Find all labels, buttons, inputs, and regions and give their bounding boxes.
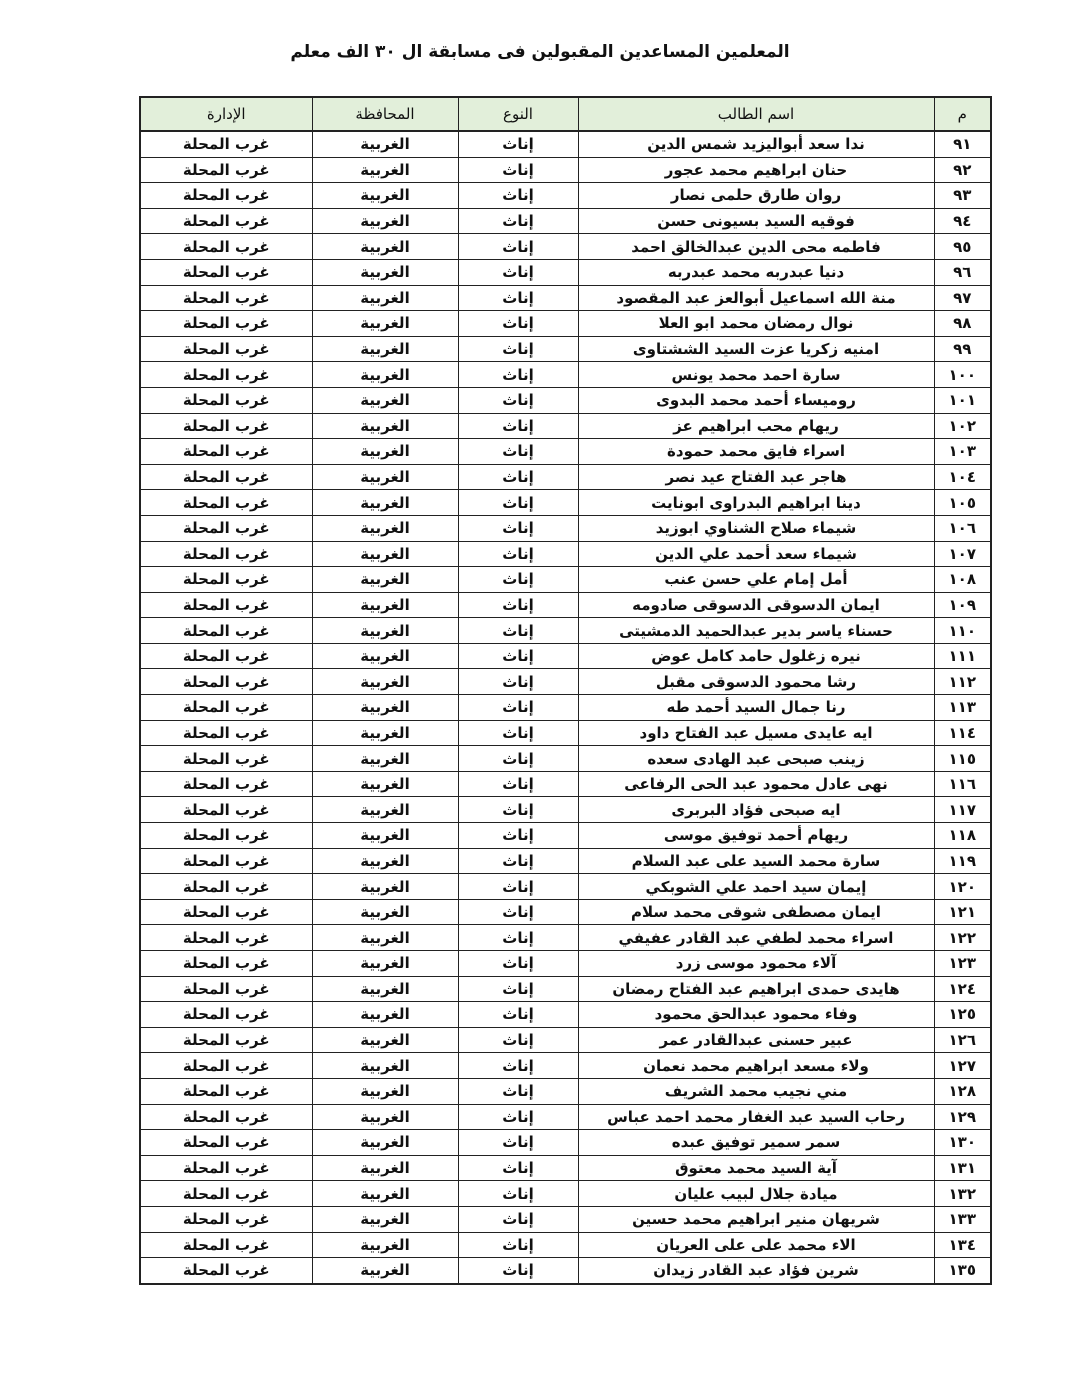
student-name-cell: فاطمه محى الدين عبدالخالق احمد (578, 234, 934, 260)
row-number-cell: ٩١ (934, 131, 991, 157)
administration-cell: غرب المحلة (140, 771, 312, 797)
administration-cell: غرب المحلة (140, 618, 312, 644)
governorate-cell: الغربية (312, 567, 458, 593)
governorate-cell: الغربية (312, 797, 458, 823)
row-number-cell: ١٢٦ (934, 1027, 991, 1053)
administration-cell: غرب المحلة (140, 285, 312, 311)
student-name-cell: عبير حسنى عبدالقادر عمر (578, 1027, 934, 1053)
student-name-cell: رنا جمال السيد أحمد طه (578, 695, 934, 721)
row-number-cell: ١٠١ (934, 387, 991, 413)
administration-cell: غرب المحلة (140, 1258, 312, 1284)
administration-cell: غرب المحلة (140, 439, 312, 465)
administration-cell: غرب المحلة (140, 592, 312, 618)
administration-cell: غرب المحلة (140, 874, 312, 900)
table-row (140, 925, 991, 951)
administration-cell: غرب المحلة (140, 1104, 312, 1130)
table-row (140, 746, 991, 772)
page-title: المعلمين المساعدين المقبولين فى مسابقة ال ٣٠ الف معلم (290, 42, 790, 62)
row-number-cell: ١٠٢ (934, 413, 991, 439)
row-number-cell: ١٣٥ (934, 1258, 991, 1284)
gender-cell: إناث (458, 1155, 578, 1181)
gender-cell: إناث (458, 1130, 578, 1156)
administration-cell: غرب المحلة (140, 515, 312, 541)
table-row (140, 618, 991, 644)
student-name-cell: حنان ابراهيم محمد عجور (578, 157, 934, 183)
governorate-cell: الغربية (312, 413, 458, 439)
governorate-cell: الغربية (312, 976, 458, 1002)
gender-cell: إناث (458, 515, 578, 541)
student-name-cell: هايدى حمدى ابراهيم عبد الفتاح رمضان (578, 976, 934, 1002)
gender-cell: إناث (458, 439, 578, 465)
row-number-cell: ٩٧ (934, 285, 991, 311)
student-name-cell: ريهام محب ابراهيم عز (578, 413, 934, 439)
row-number-cell: ١١٣ (934, 695, 991, 721)
governorate-cell: الغربية (312, 669, 458, 695)
governorate-cell: الغربية (312, 439, 458, 465)
administration-cell: غرب المحلة (140, 695, 312, 721)
governorate-cell: الغربية (312, 1206, 458, 1232)
student-name-cell: ايه عايدى مسيل عبد الفتاح داود (578, 720, 934, 746)
table-row (140, 874, 991, 900)
table-row (140, 490, 991, 516)
gender-cell: إناث (458, 464, 578, 490)
row-number-cell: ١٠٠ (934, 362, 991, 388)
table-body (140, 131, 991, 1284)
administration-cell: غرب المحلة (140, 311, 312, 337)
row-number-cell: ١٢٩ (934, 1104, 991, 1130)
table-row (140, 643, 991, 669)
gender-cell: إناث (458, 1181, 578, 1207)
governorate-cell: الغربية (312, 362, 458, 388)
gender-cell: إناث (458, 1078, 578, 1104)
gender-cell: إناث (458, 413, 578, 439)
student-name-cell: نوال رمضان محمد ابو العلا (578, 311, 934, 337)
table-row (140, 771, 991, 797)
administration-cell: غرب المحلة (140, 131, 312, 157)
table-row (140, 183, 991, 209)
row-number-cell: ١٣٢ (934, 1181, 991, 1207)
gender-cell: إناث (458, 1104, 578, 1130)
row-number-cell: ١٣١ (934, 1155, 991, 1181)
gender-cell: إناث (458, 1258, 578, 1284)
student-name-cell: مني نجيب محمد الشريف (578, 1078, 934, 1104)
governorate-cell: الغربية (312, 746, 458, 772)
table-row (140, 1027, 991, 1053)
row-number-cell: ١٢٠ (934, 874, 991, 900)
student-name-cell: رحاب السيد عبد الغفار محمد احمد عباس (578, 1104, 934, 1130)
table-row (140, 1206, 991, 1232)
gender-cell: إناث (458, 771, 578, 797)
column-header-governorate: المحافظة (312, 97, 458, 131)
governorate-cell: الغربية (312, 1053, 458, 1079)
table-row (140, 797, 991, 823)
gender-cell: إناث (458, 874, 578, 900)
accepted-teachers-table (139, 96, 992, 1285)
row-number-cell: ١٠٨ (934, 567, 991, 593)
governorate-cell: الغربية (312, 131, 458, 157)
gender-cell: إناث (458, 643, 578, 669)
governorate-cell: الغربية (312, 464, 458, 490)
administration-cell: غرب المحلة (140, 490, 312, 516)
table-row (140, 1002, 991, 1028)
row-number-cell: ١١٤ (934, 720, 991, 746)
table-row (140, 1232, 991, 1258)
administration-cell: غرب المحلة (140, 823, 312, 849)
table-row (140, 669, 991, 695)
table-row (140, 208, 991, 234)
student-name-cell: آية السيد محمد معتوق (578, 1155, 934, 1181)
gender-cell: إناث (458, 951, 578, 977)
gender-cell: إناث (458, 157, 578, 183)
administration-cell: غرب المحلة (140, 1053, 312, 1079)
administration-cell: غرب المحلة (140, 183, 312, 209)
administration-cell: غرب المحلة (140, 541, 312, 567)
gender-cell: إناث (458, 720, 578, 746)
gender-cell: إناث (458, 618, 578, 644)
table-row (140, 515, 991, 541)
table-row (140, 439, 991, 465)
governorate-cell: الغربية (312, 1002, 458, 1028)
gender-cell: إناث (458, 131, 578, 157)
administration-cell: غرب المحلة (140, 234, 312, 260)
gender-cell: إناث (458, 567, 578, 593)
table-row (140, 362, 991, 388)
row-number-cell: ١٢١ (934, 899, 991, 925)
gender-cell: إناث (458, 336, 578, 362)
governorate-cell: الغربية (312, 208, 458, 234)
governorate-cell: الغربية (312, 720, 458, 746)
column-header-num: م (934, 97, 991, 131)
student-name-cell: شريهان منير ابراهيم محمد حسين (578, 1206, 934, 1232)
student-name-cell: ولاء مسعد ابراهيم محمد نعمان (578, 1053, 934, 1079)
gender-cell: إناث (458, 1232, 578, 1258)
table-row (140, 131, 991, 157)
gender-cell: إناث (458, 823, 578, 849)
student-name-cell: ايمان الدسوقى الدسوقى صادومه (578, 592, 934, 618)
student-name-cell: روميساء أحمد محمد البدوى (578, 387, 934, 413)
table-row (140, 899, 991, 925)
governorate-cell: الغربية (312, 874, 458, 900)
administration-cell: غرب المحلة (140, 387, 312, 413)
administration-cell: غرب المحلة (140, 208, 312, 234)
table-row (140, 592, 991, 618)
gender-cell: إناث (458, 899, 578, 925)
governorate-cell: الغربية (312, 183, 458, 209)
administration-cell: غرب المحلة (140, 336, 312, 362)
administration-cell: غرب المحلة (140, 669, 312, 695)
table-row (140, 259, 991, 285)
row-number-cell: ١٠٧ (934, 541, 991, 567)
row-number-cell: ١١٥ (934, 746, 991, 772)
gender-cell: إناث (458, 285, 578, 311)
table-row (140, 1078, 991, 1104)
table-row (140, 976, 991, 1002)
column-header-gender: النوع (458, 97, 578, 131)
governorate-cell: الغربية (312, 1104, 458, 1130)
student-name-cell: ميادة جلال لبيب عليان (578, 1181, 934, 1207)
administration-cell: غرب المحلة (140, 643, 312, 669)
gender-cell: إناث (458, 669, 578, 695)
row-number-cell: ١١٧ (934, 797, 991, 823)
governorate-cell: الغربية (312, 951, 458, 977)
governorate-cell: الغربية (312, 643, 458, 669)
table-row (140, 336, 991, 362)
table-row (140, 1155, 991, 1181)
table-row (140, 541, 991, 567)
student-name-cell: سارة محمد السيد على عبد السلام (578, 848, 934, 874)
gender-cell: إناث (458, 976, 578, 1002)
row-number-cell: ١١٨ (934, 823, 991, 849)
governorate-cell: الغربية (312, 925, 458, 951)
row-number-cell: ٩٢ (934, 157, 991, 183)
governorate-cell: الغربية (312, 259, 458, 285)
student-name-cell: أمل إمام علي حسن عنب (578, 567, 934, 593)
row-number-cell: ١٢٨ (934, 1078, 991, 1104)
row-number-cell: ١١٠ (934, 618, 991, 644)
administration-cell: غرب المحلة (140, 413, 312, 439)
table-row (140, 951, 991, 977)
row-number-cell: ١٢٢ (934, 925, 991, 951)
governorate-cell: الغربية (312, 490, 458, 516)
governorate-cell: الغربية (312, 1181, 458, 1207)
gender-cell: إناث (458, 541, 578, 567)
administration-cell: غرب المحلة (140, 797, 312, 823)
administration-cell: غرب المحلة (140, 464, 312, 490)
governorate-cell: الغربية (312, 771, 458, 797)
row-number-cell: ١٠٦ (934, 515, 991, 541)
administration-cell: غرب المحلة (140, 746, 312, 772)
gender-cell: إناث (458, 925, 578, 951)
gender-cell: إناث (458, 259, 578, 285)
gender-cell: إناث (458, 797, 578, 823)
administration-cell: غرب المحلة (140, 951, 312, 977)
table-row (140, 234, 991, 260)
row-number-cell: ٩٤ (934, 208, 991, 234)
row-number-cell: ١٣٤ (934, 1232, 991, 1258)
governorate-cell: الغربية (312, 311, 458, 337)
student-name-cell: امنيه زكريا عزت السيد الششتاوى (578, 336, 934, 362)
student-name-cell: إيمان سيد احمد علي الشوبكي (578, 874, 934, 900)
governorate-cell: الغربية (312, 234, 458, 260)
row-number-cell: ٩٥ (934, 234, 991, 260)
administration-cell: غرب المحلة (140, 976, 312, 1002)
governorate-cell: الغربية (312, 592, 458, 618)
row-number-cell: ١٠٤ (934, 464, 991, 490)
governorate-cell: الغربية (312, 1130, 458, 1156)
row-number-cell: ١١١ (934, 643, 991, 669)
table-row (140, 387, 991, 413)
student-name-cell: ايه صبحى فؤاد البربرى (578, 797, 934, 823)
governorate-cell: الغربية (312, 823, 458, 849)
student-name-cell: ايمان مصطفى شوقى محمد سلام (578, 899, 934, 925)
gender-cell: إناث (458, 362, 578, 388)
table-row (140, 1053, 991, 1079)
gender-cell: إناث (458, 592, 578, 618)
row-number-cell: ١٠٣ (934, 439, 991, 465)
row-number-cell: ١٢٥ (934, 1002, 991, 1028)
row-number-cell: ١٢٣ (934, 951, 991, 977)
administration-cell: غرب المحلة (140, 567, 312, 593)
student-name-cell: دنيا عبدربه محمد عبدربه (578, 259, 934, 285)
administration-cell: غرب المحلة (140, 720, 312, 746)
governorate-cell: الغربية (312, 1232, 458, 1258)
gender-cell: إناث (458, 848, 578, 874)
governorate-cell: الغربية (312, 1027, 458, 1053)
administration-cell: غرب المحلة (140, 1155, 312, 1181)
row-number-cell: ٩٦ (934, 259, 991, 285)
row-number-cell: ١١٦ (934, 771, 991, 797)
governorate-cell: الغربية (312, 157, 458, 183)
student-name-cell: روان طارق حلمى نصار (578, 183, 934, 209)
student-name-cell: شرين فؤاد عبد القادر زيدان (578, 1258, 934, 1284)
table-row (140, 1258, 991, 1284)
administration-cell: غرب المحلة (140, 1078, 312, 1104)
gender-cell: إناث (458, 234, 578, 260)
table-row (140, 311, 991, 337)
column-header-name: اسم الطالب (578, 97, 934, 131)
governorate-cell: الغربية (312, 285, 458, 311)
table-row (140, 695, 991, 721)
row-number-cell: ٩٩ (934, 336, 991, 362)
gender-cell: إناث (458, 1053, 578, 1079)
table-row (140, 823, 991, 849)
governorate-cell: الغربية (312, 618, 458, 644)
student-name-cell: نيره زغلول حامد كامل عوض (578, 643, 934, 669)
student-name-cell: شيماء سعد أحمد علي الدين (578, 541, 934, 567)
gender-cell: إناث (458, 490, 578, 516)
row-number-cell: ٩٣ (934, 183, 991, 209)
row-number-cell: ١٠٩ (934, 592, 991, 618)
student-name-cell: آلاء محمود موسى زرد (578, 951, 934, 977)
table-row (140, 1181, 991, 1207)
administration-cell: غرب المحلة (140, 362, 312, 388)
student-name-cell: سمر سمير توفيق عبده (578, 1130, 934, 1156)
row-number-cell: ١٢٧ (934, 1053, 991, 1079)
governorate-cell: الغربية (312, 1258, 458, 1284)
governorate-cell: الغربية (312, 848, 458, 874)
gender-cell: إناث (458, 695, 578, 721)
student-name-cell: زينب صبحى عبد الهادى سعده (578, 746, 934, 772)
student-name-cell: حسناء ياسر بدير عبدالحميد الدمشيتى (578, 618, 934, 644)
governorate-cell: الغربية (312, 1155, 458, 1181)
administration-cell: غرب المحلة (140, 925, 312, 951)
gender-cell: إناث (458, 1002, 578, 1028)
governorate-cell: الغربية (312, 387, 458, 413)
student-name-cell: فوقيه السيد بسيونى حسن (578, 208, 934, 234)
administration-cell: غرب المحلة (140, 157, 312, 183)
governorate-cell: الغربية (312, 695, 458, 721)
student-name-cell: شيماء صلاح الشناوي ابوزيد (578, 515, 934, 541)
administration-cell: غرب المحلة (140, 1181, 312, 1207)
governorate-cell: الغربية (312, 899, 458, 925)
student-name-cell: هاجر عبد الفتاح عيد نصر (578, 464, 934, 490)
student-name-cell: وفاء محمود عبدالحق محمود (578, 1002, 934, 1028)
administration-cell: غرب المحلة (140, 1130, 312, 1156)
administration-cell: غرب المحلة (140, 899, 312, 925)
gender-cell: إناث (458, 311, 578, 337)
table-row (140, 848, 991, 874)
column-header-administration: الإدارة (140, 97, 312, 131)
table-row (140, 413, 991, 439)
student-name-cell: سارة احمد محمد يونس (578, 362, 934, 388)
table-row (140, 720, 991, 746)
student-name-cell: رشا محمود الدسوقى مقبل (578, 669, 934, 695)
table-row (140, 1130, 991, 1156)
student-name-cell: ريهام أحمد توفيق موسى (578, 823, 934, 849)
table-row (140, 157, 991, 183)
student-name-cell: اسراء فايق محمد حمودة (578, 439, 934, 465)
administration-cell: غرب المحلة (140, 1002, 312, 1028)
gender-cell: إناث (458, 1027, 578, 1053)
administration-cell: غرب المحلة (140, 1232, 312, 1258)
gender-cell: إناث (458, 208, 578, 234)
row-number-cell: ١٣٣ (934, 1206, 991, 1232)
student-name-cell: نهى عادل محمود عبد الحى الرفاعى (578, 771, 934, 797)
gender-cell: إناث (458, 387, 578, 413)
row-number-cell: ٩٨ (934, 311, 991, 337)
row-number-cell: ١١٢ (934, 669, 991, 695)
gender-cell: إناث (458, 1206, 578, 1232)
table-row (140, 285, 991, 311)
table-row (140, 1104, 991, 1130)
row-number-cell: ١٠٥ (934, 490, 991, 516)
governorate-cell: الغربية (312, 1078, 458, 1104)
student-name-cell: ندا سعد أبواليزيد شمس الدين (578, 131, 934, 157)
student-name-cell: منة الله اسماعيل أبوالعز عبد المقصود (578, 285, 934, 311)
student-name-cell: الاء محمد على على العريان (578, 1232, 934, 1258)
student-name-cell: دينا ابراهيم البدراوى ابونايت (578, 490, 934, 516)
row-number-cell: ١٢٤ (934, 976, 991, 1002)
governorate-cell: الغربية (312, 541, 458, 567)
governorate-cell: الغربية (312, 336, 458, 362)
table-header-row (140, 97, 991, 131)
row-number-cell: ١٣٠ (934, 1130, 991, 1156)
row-number-cell: ١١٩ (934, 848, 991, 874)
student-name-cell: اسراء محمد لطفي عبد القادر عفيفي (578, 925, 934, 951)
administration-cell: غرب المحلة (140, 1206, 312, 1232)
administration-cell: غرب المحلة (140, 848, 312, 874)
administration-cell: غرب المحلة (140, 1027, 312, 1053)
administration-cell: غرب المحلة (140, 259, 312, 285)
table-row (140, 567, 991, 593)
gender-cell: إناث (458, 746, 578, 772)
table-row (140, 464, 991, 490)
gender-cell: إناث (458, 183, 578, 209)
governorate-cell: الغربية (312, 515, 458, 541)
